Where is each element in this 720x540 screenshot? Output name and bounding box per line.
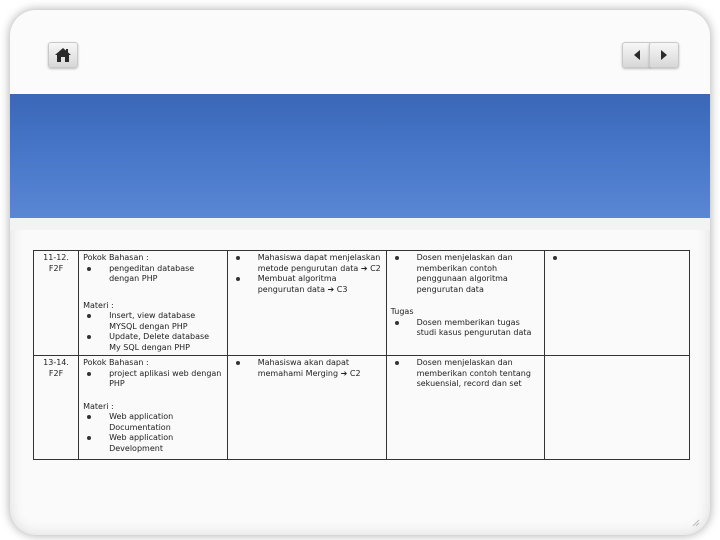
extra-cell [545,356,690,460]
extra-cell [545,251,690,356]
ability-cell [227,356,386,460]
ability-list [232,358,382,379]
week-cell [34,251,79,356]
top-strip [10,10,710,94]
topic-list [83,369,223,390]
topic-list [83,264,223,285]
previous-slide-button[interactable] [622,42,652,68]
list-item: Dosen menjelaskan dan memberikan contoh penggunaan algoritma pengurutan data [391,253,541,295]
activity-list [391,253,541,295]
list-item: pengeditan database dengan PHP [83,264,223,285]
materi-title: Materi : [83,300,114,310]
table-row [34,356,690,460]
materi-title: Materi : [83,401,114,411]
ability-list [232,253,382,295]
ability-cell [227,251,386,356]
banner-underline [10,218,710,230]
course-plan-table [33,250,690,460]
list-item: Mahasiswa dapat menjelaskan metode pengurutan data ➔ C2 [232,253,382,274]
tugas-list [391,318,541,339]
table-row [34,251,690,356]
topic-title: Pokok Bahasan : [83,253,149,262]
title-banner [10,94,710,218]
materi-list [83,311,223,353]
list-item: Dosen memberikan tugas studi kasus pengurutan data [391,318,541,339]
activity-cell [386,356,545,460]
activity-cell [386,251,545,356]
topic-title: Pokok Bahasan : [83,358,149,367]
triangle-right-icon [659,49,669,61]
home-button[interactable] [48,42,78,68]
resize-corner-icon [692,519,700,527]
triangle-left-icon [632,49,642,61]
home-icon [54,47,72,63]
activity-list [391,358,541,390]
week-cell [34,356,79,460]
slide [10,10,710,535]
empty-bullet [549,253,685,263]
list-item: Update, Delete database My SQL dengan PHP [83,332,223,353]
topic-cell [79,356,228,460]
list-item: Membuat algoritma pengurutan data ➔ C3 [232,274,382,295]
tugas-title: Tugas [390,307,414,316]
list-item: Web application Development [83,433,223,454]
list-item: project aplikasi web dengan PHP [83,369,223,390]
week-label: 13-14. F2F [43,358,69,378]
list-item: Dosen menjelaskan dan memberikan contoh tentang sekuensial, record dan set [391,358,541,390]
next-slide-button[interactable] [649,42,679,68]
list-item: Mahasiswa akan dapat memahami Merging ➔ C2 [232,358,382,379]
materi-list [83,412,223,454]
list-item: Insert, view database MYSQL dengan PHP [83,311,223,332]
week-label: 11-12. F2F [43,253,69,273]
topic-cell [79,251,228,356]
list-item: Web application Documentation [83,412,223,433]
